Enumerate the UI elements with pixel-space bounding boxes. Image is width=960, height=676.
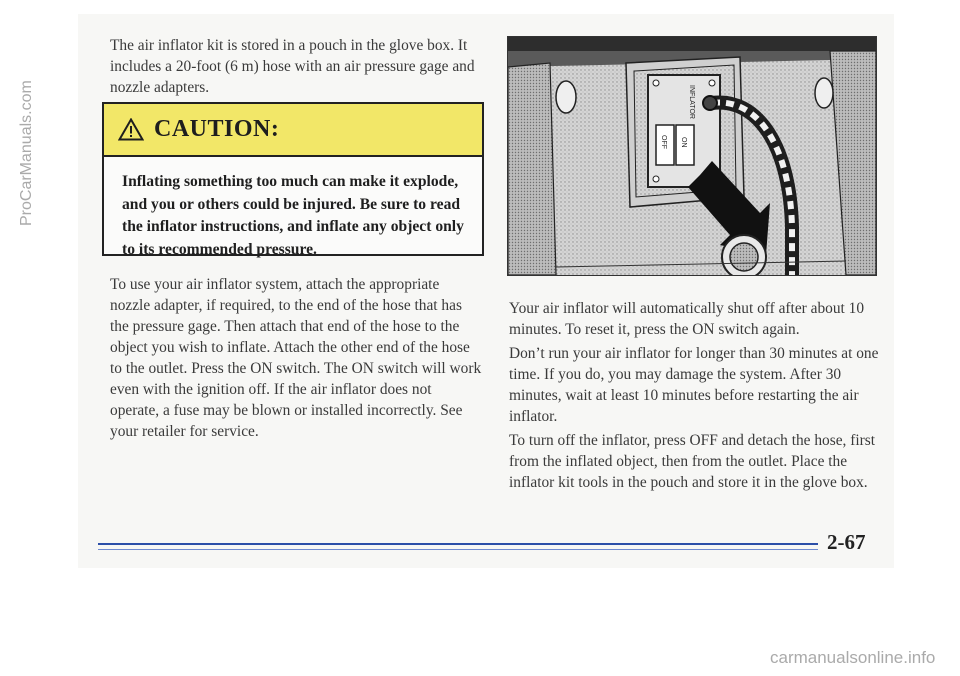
right-paragraph-1: Your air inflator will automatically shut off after about 10 minutes. To reset it, press the ON switch again. xyxy=(509,300,865,338)
right-paragraph-2: Don’t run your air inflator for longer than 30 minutes at one time. If you do, you may damage the system. After 30 minutes, wait at least 10 minutes before restarting the air inflator. xyxy=(509,345,879,425)
plate-label: INFLATOR xyxy=(688,85,695,119)
off-switch-label: OFF xyxy=(660,135,667,149)
intro-paragraph: The air inflator kit is stored in a pouch in the glove box. It includes a 20-foot (6 m) hose with an air pressure gage and nozzle adapters. xyxy=(110,37,475,96)
footer-rule xyxy=(98,543,818,545)
warning-triangle-icon xyxy=(118,118,144,141)
caution-box xyxy=(102,102,484,256)
footer-rule-thin xyxy=(98,549,818,550)
on-switch-label: ON xyxy=(680,137,687,148)
site-watermark[interactable]: carmanualsonline.info xyxy=(770,648,936,667)
caution-title: CAUTION: xyxy=(154,116,280,142)
right-paragraph-3: To turn off the inflator, press OFF and detach the hose, first from the inflated object, then from the outlet. Place the inflator kit tools in the pouch and store it in the glove box. xyxy=(509,432,876,491)
caution-header xyxy=(104,104,482,157)
usage-paragraph: To use your air inflator system, attach the appropriate nozzle adapter, if required, to the end of the hose that has the pressure gage. Then attach that end of the hose to the object you wish to inflate. Attach the other end of the hose to the outlet. Press the ON switch. The ON switch will work even with the ignition off. If the air inflator does not operate, a fuse may be blown or installed incorrectly. See your retailer for service. xyxy=(110,276,482,440)
side-watermark: ProCarManuals.com xyxy=(18,80,35,226)
page-number: 2-67 xyxy=(827,530,866,554)
caution-body: Inflating something too much can make it explode, and you or others could be injured. Be sure to read the inflator instructions, and inflate any object only to its recommended pressure. xyxy=(122,173,464,258)
inflator-illustration xyxy=(507,36,877,276)
